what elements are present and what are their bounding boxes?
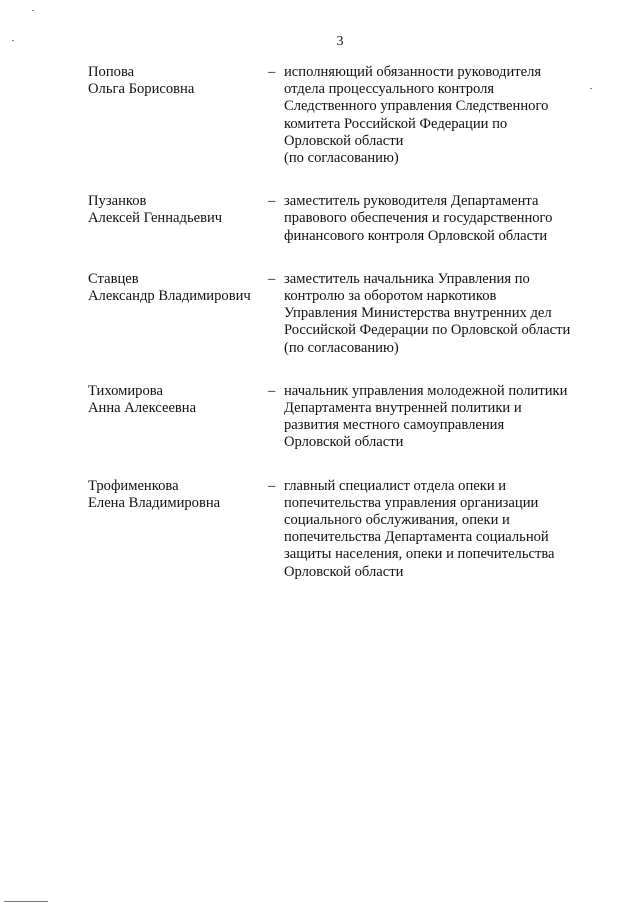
position-line: Орловской области [284,434,404,451]
position-line: комитета Российской Федерации по [284,115,508,132]
member-entry [88,271,608,357]
position-line: финансового контроля Орловской области [284,227,548,244]
member-surname: Трофименкова [88,477,179,494]
member-given-name: Елена Владимировна [88,494,221,511]
footer-rule [4,901,48,902]
dash-separator: – [268,270,276,287]
member-given-name: Александр Владимирович [88,288,251,305]
position-line: попечительства управления организации [284,494,539,511]
position-line: попечительства Департамента социальной [284,529,549,546]
position-line: (по согласованию) [284,150,399,167]
position-line: Орловской области [284,132,404,149]
member-position [284,383,608,452]
member-position [284,478,608,581]
position-line: главный специалист отдела опеки и [284,477,507,494]
position-line: защиты населения, опеки и попечительства [284,546,555,563]
member-entry [88,64,608,167]
member-surname: Ставцев [88,270,139,287]
position-line: контролю за оборотом наркотиков [284,288,497,305]
member-entry [88,478,608,581]
member-entry [88,193,608,245]
position-line: Следственного управления Следственного [284,98,549,115]
position-line: Управления Министерства внутренних дел [284,305,552,322]
member-surname: Пузанков [88,193,147,210]
dash-separator: – [268,193,276,210]
member-name [88,383,264,417]
position-line: Орловской области [284,563,404,580]
position-line: развития местного самоуправления [284,417,505,434]
member-given-name: Алексей Геннадьевич [88,210,223,227]
position-line: социального обслуживания, опеки и [284,512,510,529]
member-entry [88,383,608,452]
dash-separator: – [268,64,276,80]
position-line: заместитель начальника Управления по [284,270,530,287]
position-line: исполняющий обязанности руководителя [284,64,542,80]
member-name [88,64,264,98]
position-line: (по согласованию) [284,339,399,356]
position-line: правового обеспечения и государственного [284,210,553,227]
position-line: заместитель руководителя Департамента [284,193,539,210]
member-position [284,271,608,357]
dash-separator: – [268,382,276,399]
member-name [88,193,264,227]
member-given-name: Ольга Борисовна [88,81,195,98]
member-list [88,64,608,581]
member-surname: Тихомирова [88,382,163,399]
member-position [284,64,608,167]
scan-speck [32,10,34,11]
member-name [88,478,264,512]
member-given-name: Анна Алексеевна [88,400,197,417]
page-number: 3 [336,34,344,49]
position-line: начальник управления молодежной политики [284,382,568,399]
position-line: отдела процессуального контроля [284,81,495,98]
dash-separator: – [268,477,276,494]
position-line: Российской Федерации по Орловской области [284,322,571,339]
position-line: Департамента внутренней политики и [284,400,522,417]
member-surname: Попова [88,64,135,80]
member-position [284,193,608,245]
member-name [88,271,264,305]
